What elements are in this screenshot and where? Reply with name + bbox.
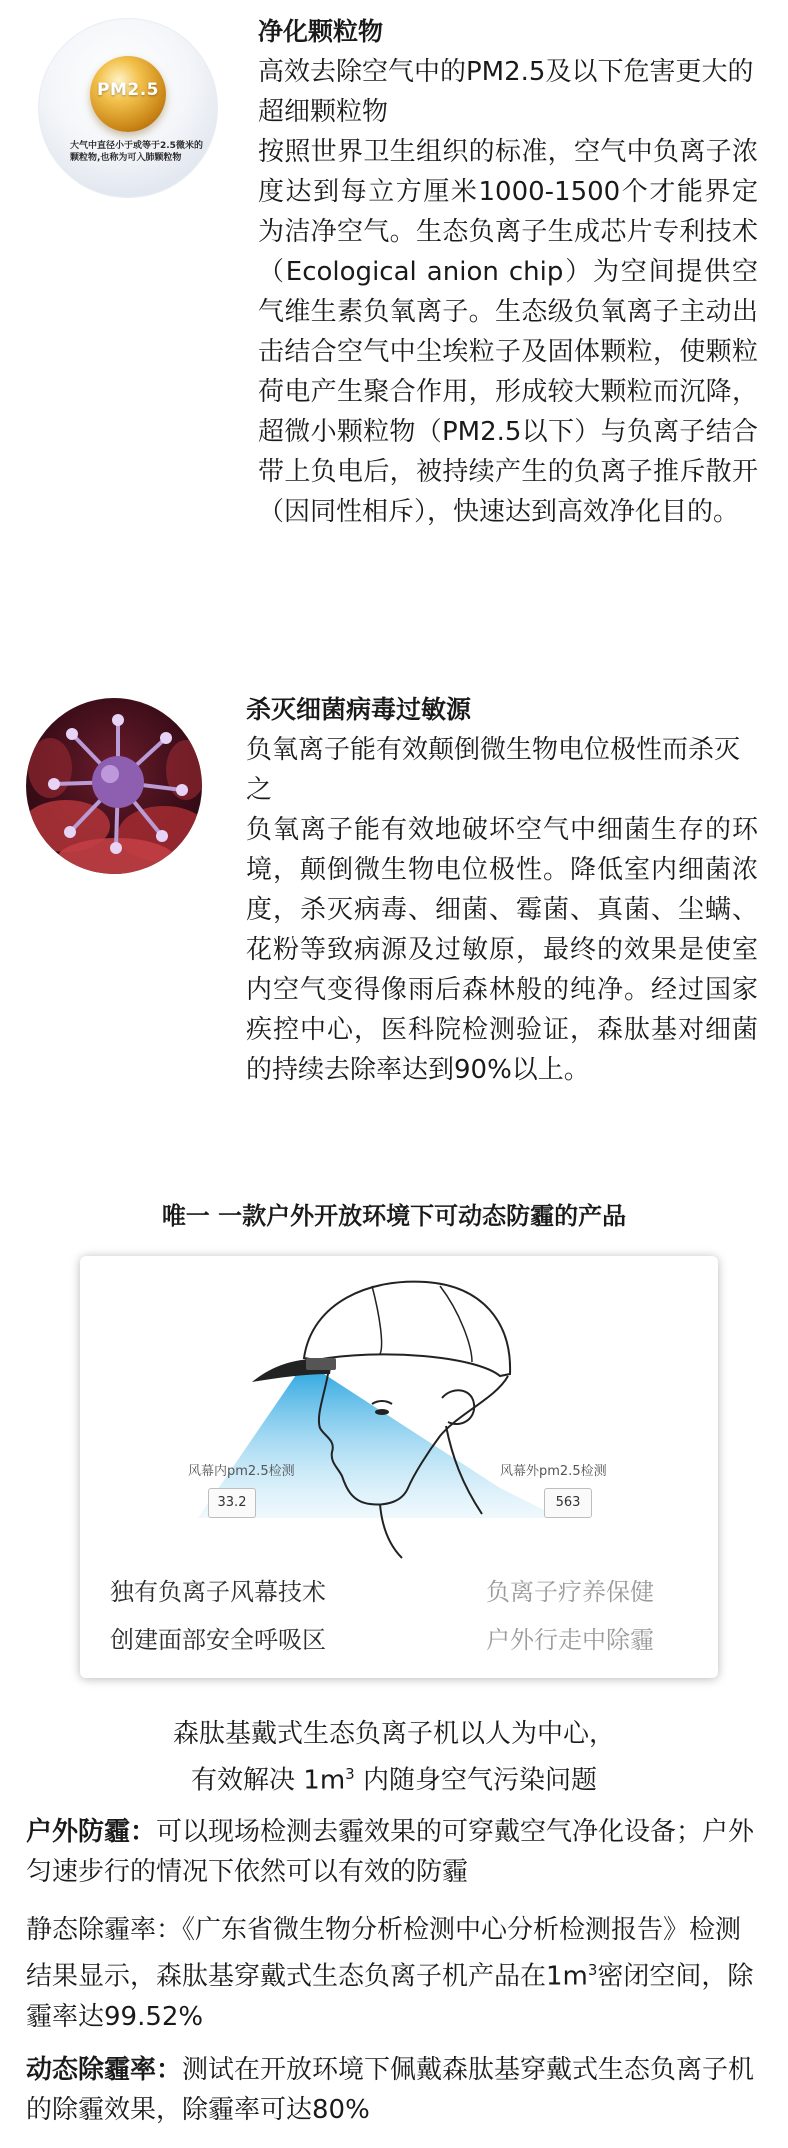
summary-line-1: 森肽基戴式生态负离子机以人为中心，	[172, 1719, 615, 1749]
feature-right-2: 户外行走中除霾	[486, 1626, 654, 1654]
feature-left-2: 创建面部安全呼吸区	[110, 1626, 326, 1654]
dynamic-text: 测试在开放环境下佩戴森肽基穿戴式生态负离子机的除霾效果，除霾率可达80%	[26, 2055, 755, 2125]
feature-left-1: 独有负离子风幕技术	[110, 1578, 326, 1606]
static-label: 静态除霾率：	[26, 1915, 183, 1945]
outer-pm25-value: 563	[544, 1488, 592, 1518]
virus-body: 负氧离子能有效地破坏空气中细菌生存的环境，颠倒微生物电位极性。降低室内细菌浓度，杀灭病毒、细菌、霉菌、真菌、尘螨、花粉等致病源及过敏原，最终的效果是使室内空气变得像雨后森林般的纯净。经过国家疾控中心，医科院检测验证，森肽基对细菌的持续去除率达到90%以上。	[246, 815, 758, 1085]
dynamic-label: 动态除霾率：	[26, 2055, 183, 2085]
inner-pm25-value: 33.2	[208, 1488, 256, 1518]
pm25-caption: 大气中直径小于或等于2.5微米的颗粒物,也称为可入肺颗粒物	[70, 141, 203, 163]
pm25-subtitle: 高效去除空气中的PM2.5及以下危害更大的超细颗粒物	[258, 57, 754, 127]
summary	[0, 1714, 788, 1801]
inner-pm25-label: 风幕内pm2.5检测	[188, 1464, 295, 1479]
static-text-2: 密闭空间，除霾率达99.52%	[26, 1961, 754, 2032]
virus-section-title: 杀灭细菌病毒过敏源	[246, 695, 472, 724]
pm25-badge: PM2.5	[97, 80, 159, 100]
pm25-section-title: 净化颗粒物	[258, 17, 384, 46]
cap-illustration-card	[80, 1256, 718, 1678]
static-paragraph: 静态除霾率：《广东省微生物分析检测中心分析检测报告》检测结果显示，森肽基穿戴式生态负离子机产品在$1m^3$密闭空间，除霾率达99.52%	[26, 1915, 754, 2032]
feature-right-1: 负离子疗养保健	[486, 1578, 654, 1606]
static-text-1: 《广东省微生物分析检测中心分析检测报告》检测结果显示，森肽基穿戴式生态负离子机产品在1m	[26, 1915, 742, 1992]
virus-icon	[26, 698, 202, 874]
product-heading: 唯一 一款户外开放环境下可动态防霾的产品	[161, 1202, 627, 1230]
outdoor-text: 可以现场检测去霾效果的可穿戴空气净化设备；户外匀速步行的情况下依然可以有效的防霾	[26, 1817, 755, 1887]
cap-airflow-illustration	[80, 1256, 718, 1678]
outer-pm25-label: 风幕外pm2.5检测	[500, 1464, 607, 1479]
virus-subtitle: 负氧离子能有效颠倒微生物电位极性而杀灭之	[246, 735, 741, 805]
dynamic-paragraph	[26, 2050, 766, 2130]
outdoor-paragraph	[26, 1812, 766, 1892]
summary-line-2: 有效解决 $1m^3$ 内随身空气污染问题	[191, 1765, 597, 1796]
virus-illustration	[26, 698, 202, 874]
pm25-body: 按照世界卫生组织的标准，空气中负离子浓度达到每立方厘米1000-1500个才能界定为洁净空气。生态负离子生成芯片专利技术（Ecological anion chip）为空间提供空气维生素负氧离子。生态级负氧离子主动出击结合空气中尘埃粒子及固体颗粒，使颗粒荷电产生聚合作用，形成较大颗粒而沉降，超微小颗粒物（PM2.5以下）与负离子结合带上负电后，被持续产生的负离子推斥散开（因同性相斥），快速达到高效净化目的。	[258, 137, 758, 527]
outdoor-label: 户外防霾：	[26, 1817, 157, 1847]
